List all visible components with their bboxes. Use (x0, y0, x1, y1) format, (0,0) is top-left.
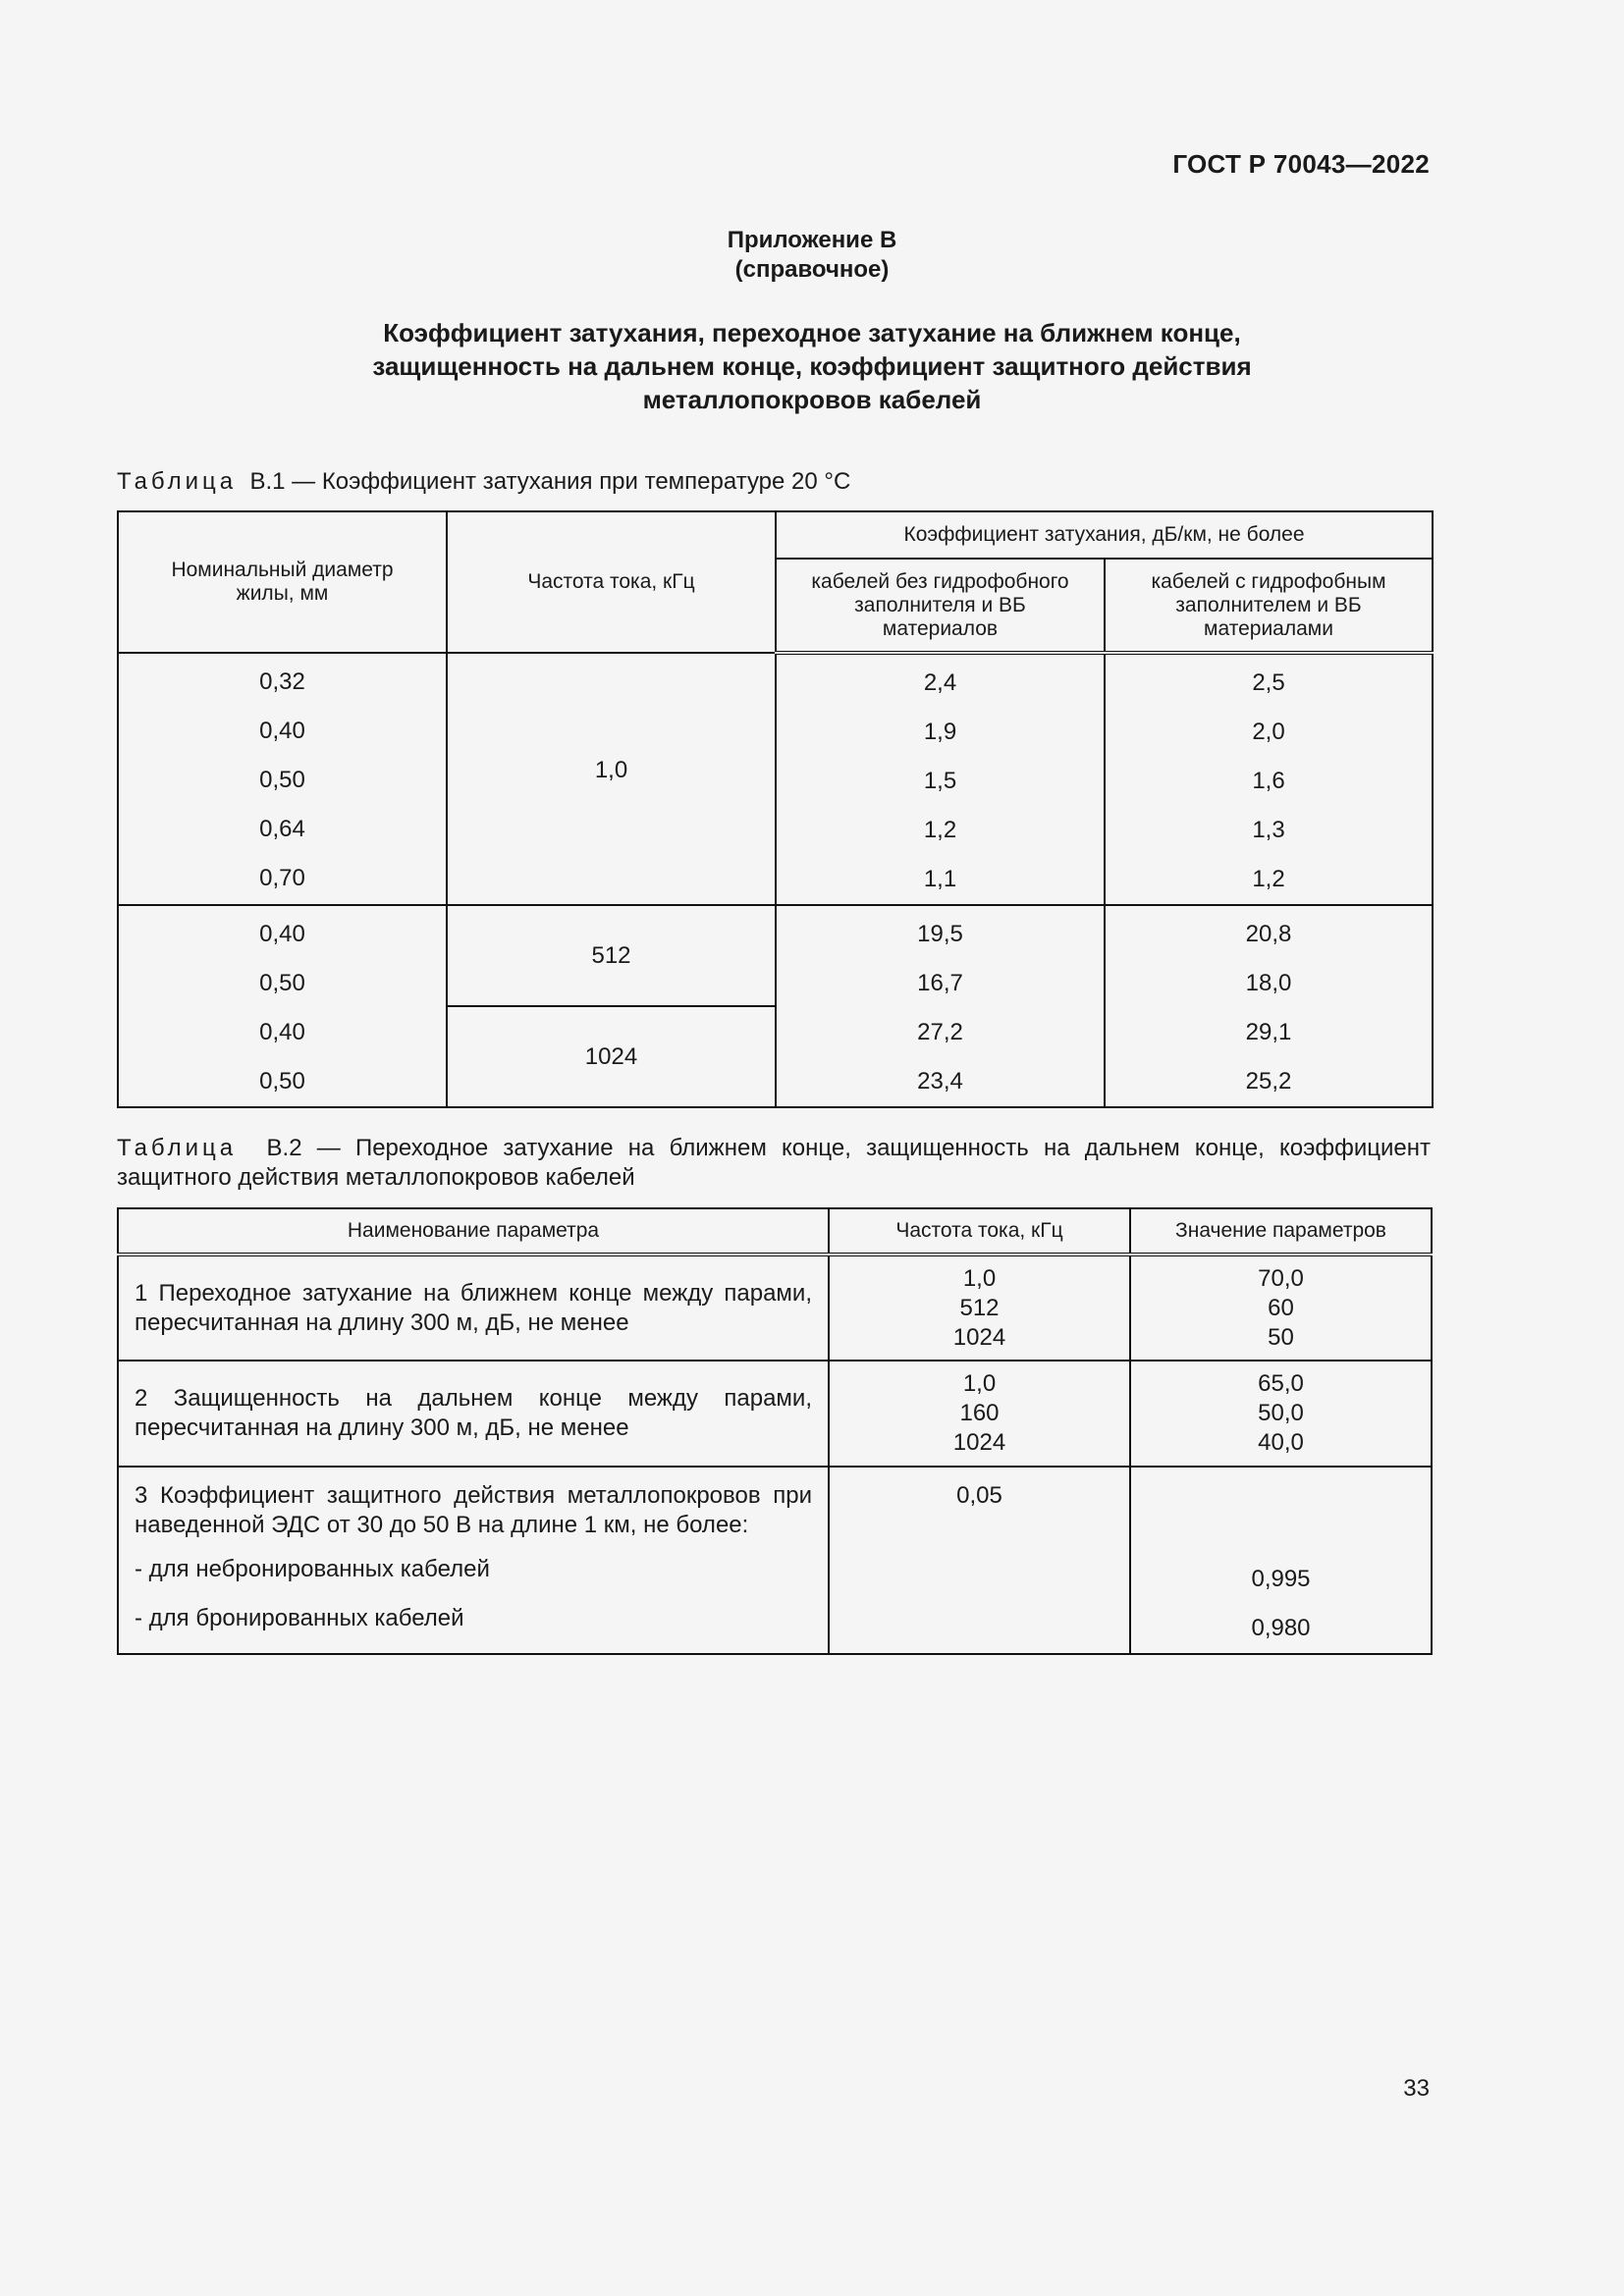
table-cell: 1,6 (1252, 768, 1285, 794)
table-cell: 1,3 (1252, 817, 1285, 843)
attenuation-table (117, 510, 1434, 1108)
title-line-3: металлопокровов кабелей (642, 385, 982, 414)
parameter-2-frequencies (829, 1361, 1130, 1467)
table-cell: 29,1 (1245, 1019, 1292, 1045)
parameter-1-frequencies (829, 1255, 1130, 1361)
header-diameter: Номинальный диаметр жилы, мм (118, 511, 447, 653)
table-cell: 0,40 (259, 1019, 305, 1045)
table1-caption-text: В.1 — Коэффициент затухания при температуре 20 °С (249, 468, 851, 495)
appendix-type: (справочное) (734, 256, 890, 283)
parameter-3-value-cell (1130, 1467, 1432, 1654)
parameter-3-frequency: 0,05 (956, 1482, 1002, 1509)
table-cell: 60 (1268, 1294, 1294, 1321)
group1-no-filler (776, 653, 1105, 905)
table-cell: 160 (959, 1400, 1000, 1426)
table-cell: 0,70 (259, 865, 305, 891)
table-cell: 1024 (952, 1323, 1006, 1351)
group1-frequency: 1,0 (447, 653, 776, 905)
header-frequency: Частота тока, кГц (447, 511, 776, 653)
group2-frequency-512: 512 (447, 905, 776, 1006)
parameter-3-armored-value: 0,980 (1251, 1615, 1311, 1641)
table-cell: 65,0 (1258, 1370, 1304, 1397)
table2-caption-word: Таблица (117, 1135, 238, 1161)
table-cell: 25,2 (1245, 1068, 1292, 1095)
table-cell: 0,40 (259, 921, 305, 947)
table2-caption-text: В.2 — Переходное затухание на ближнем конце, защищенность на дальнем конце, коэффициент защитного действия металлопокровов кабелей (117, 1135, 1431, 1191)
header-no-filler: кабелей без гидрофобного заполнителя и ВБ материалов (776, 559, 1105, 653)
table-cell: 20,8 (1245, 921, 1292, 947)
empty-cell (1131, 1468, 1431, 1555)
table-cell: 19,5 (917, 921, 963, 947)
parameter-2-name: 2 Защищенность на дальнем конце между парами, пересчитанная на длину 300 м, дБ, не менее (118, 1361, 829, 1467)
group1-diameters (118, 653, 447, 905)
table-cell: 2,4 (923, 669, 957, 696)
table-cell: 1,2 (1252, 866, 1285, 892)
table-cell: 0,40 (259, 718, 305, 744)
table-cell: 1,5 (923, 768, 957, 794)
group1-with-filler (1105, 653, 1433, 905)
group2-diameters (118, 905, 447, 1107)
table1-caption-word: Таблица (117, 468, 238, 495)
title-line-2: защищенность на дальнем конце, коэффициент защитного действия (372, 351, 1252, 381)
table-cell: 0,50 (259, 767, 305, 793)
table-cell: 1,0 (962, 1264, 997, 1292)
header-with-filler: кабелей с гидрофобным заполнителем и ВБ материалами (1105, 559, 1433, 653)
table-cell: 40,0 (1258, 1429, 1304, 1456)
header-frequency: Частота тока, кГц (829, 1208, 1130, 1255)
table-cell: 23,4 (917, 1068, 963, 1095)
table-cell: 0,50 (259, 1068, 305, 1095)
parameter-3-name-cell (118, 1467, 829, 1654)
parameter-3-unarmored-label: - для небронированных кабелей (135, 1556, 490, 1582)
table-cell: 18,0 (1245, 970, 1292, 996)
parameter-3-frequency-cell (829, 1467, 1130, 1654)
table-cell: 1,2 (923, 817, 957, 843)
table-cell: 2,0 (1252, 719, 1285, 745)
parameter-3-unarmored-value: 0,995 (1251, 1566, 1311, 1592)
table2-caption (117, 1134, 1431, 1193)
table-cell: 0,64 (259, 816, 305, 842)
table-cell: 16,7 (917, 970, 963, 996)
table-cell: 50,0 (1258, 1400, 1304, 1426)
table-cell: 70,0 (1258, 1264, 1304, 1292)
table-cell: 2,5 (1252, 669, 1285, 696)
parameter-3-armored-label: - для бронированных кабелей (135, 1605, 464, 1631)
parameters-table (117, 1207, 1433, 1655)
parameter-2-values (1130, 1361, 1432, 1467)
table-cell: 1,1 (923, 866, 957, 892)
appendix-heading (0, 226, 1624, 285)
appendix-label: Приложение В (727, 227, 897, 253)
document-code: ГОСТ Р 70043—2022 (1172, 149, 1430, 179)
parameter-3-name: 3 Коэффициент защитного действия металлопокровов при наведенной ЭДС от 30 до 50 В на длине 1 км, не более: (135, 1482, 812, 1538)
group2-with-filler (1105, 905, 1433, 1107)
table-cell: 1024 (952, 1429, 1006, 1456)
table1-caption (117, 468, 850, 496)
page-number: 33 (1403, 2075, 1430, 2102)
appendix-title (0, 316, 1624, 416)
group2-frequency-1024: 1024 (447, 1006, 776, 1107)
table-cell: 0,50 (259, 970, 305, 996)
table-cell: 512 (959, 1294, 1000, 1321)
header-coefficient: Коэффициент затухания, дБ/км, не более (776, 511, 1433, 559)
table-cell: 27,2 (917, 1019, 963, 1045)
parameter-1-values (1130, 1255, 1432, 1361)
table-cell: 0,32 (259, 668, 305, 695)
title-line-1: Коэффициент затухания, переходное затухание на ближнем конце, (383, 318, 1241, 347)
table-cell: 1,0 (962, 1370, 997, 1397)
group2-no-filler (776, 905, 1105, 1107)
parameter-1-name: 1 Переходное затухание на ближнем конце между парами, пересчитанная на длину 300 м, дБ, не менее (118, 1255, 829, 1361)
table-cell: 50 (1268, 1323, 1294, 1351)
header-value: Значение параметров (1130, 1208, 1432, 1255)
header-parameter-name: Наименование параметра (118, 1208, 829, 1255)
table-cell: 1,9 (923, 719, 957, 745)
